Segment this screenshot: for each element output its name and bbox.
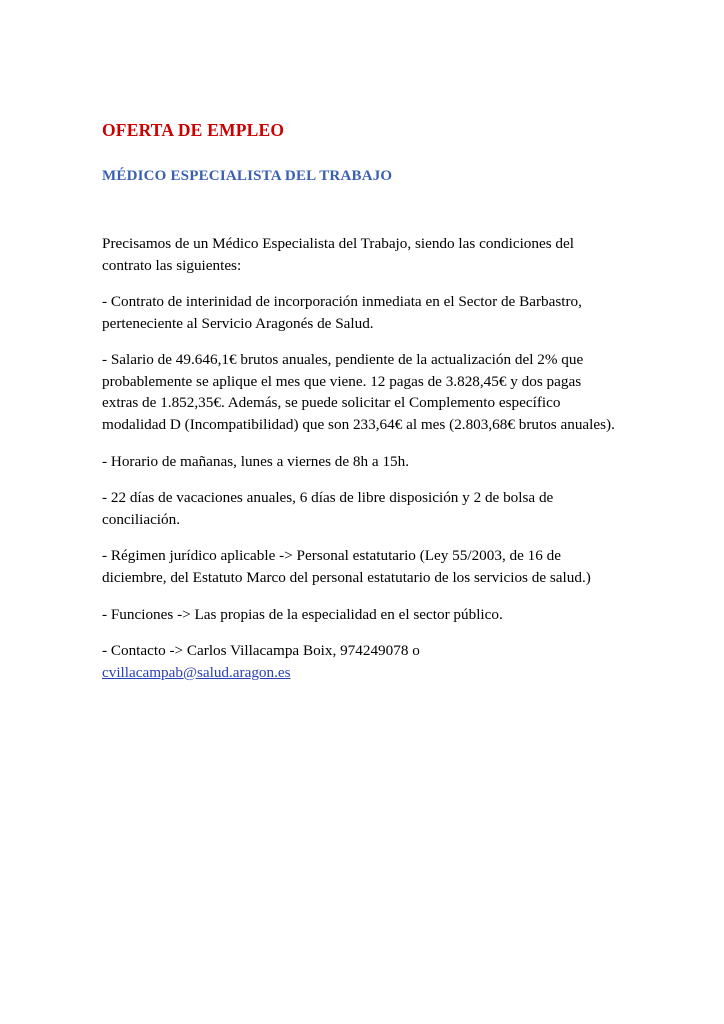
paragraph-schedule: - Horario de mañanas, lunes a viernes de 8h a 15h. (102, 452, 410, 470)
paragraph-salary: - Salario de 49.646,1€ brutos anuales, pendiente de la actualización del 2% que probablemente se aplique el mes que viene. 12 pagas de 3.828,45€ y dos pagas extras de 1.852,35€. Además, se puede solicitar el Complemento específico modalidad D (Incompatibilidad) que son 233,64€ al mes (2.803,68€ brutos anuales). (102, 351, 615, 434)
page-subtitle: MÉDICO ESPECIALISTA DEL TRABAJO (102, 168, 393, 184)
contact-email-link[interactable]: cvillacampab@salud.aragon.es (102, 663, 291, 681)
paragraph-intro: Precisamos de un Médico Especialista del Trabajo, siendo las condiciones del contrato las siguientes: (102, 235, 574, 274)
paragraph-contract: - Contrato de interinidad de incorporación inmediata en el Sector de Barbastro, perteneciente al Servicio Aragonés de Salud. (102, 293, 582, 332)
page-title: OFERTA DE EMPLEO (102, 120, 285, 140)
paragraph-vacation: - 22 días de vacaciones anuales, 6 días de libre disposición y 2 de bolsa de conciliación. (102, 489, 554, 528)
document-body (102, 120, 620, 698)
paragraph-contact (102, 640, 620, 683)
contact-text: - Contacto -> Carlos Villacampa Boix, 974249078 o (102, 642, 420, 660)
paragraph-functions: - Funciones -> Las propias de la especialidad en el sector público. (102, 605, 503, 623)
paragraph-legal-regime: - Régimen jurídico aplicable -> Personal estatutario (Ley 55/2003, de 16 de diciembre, del Estatuto Marco del personal estatutario de los servicios de salud.) (102, 547, 591, 586)
